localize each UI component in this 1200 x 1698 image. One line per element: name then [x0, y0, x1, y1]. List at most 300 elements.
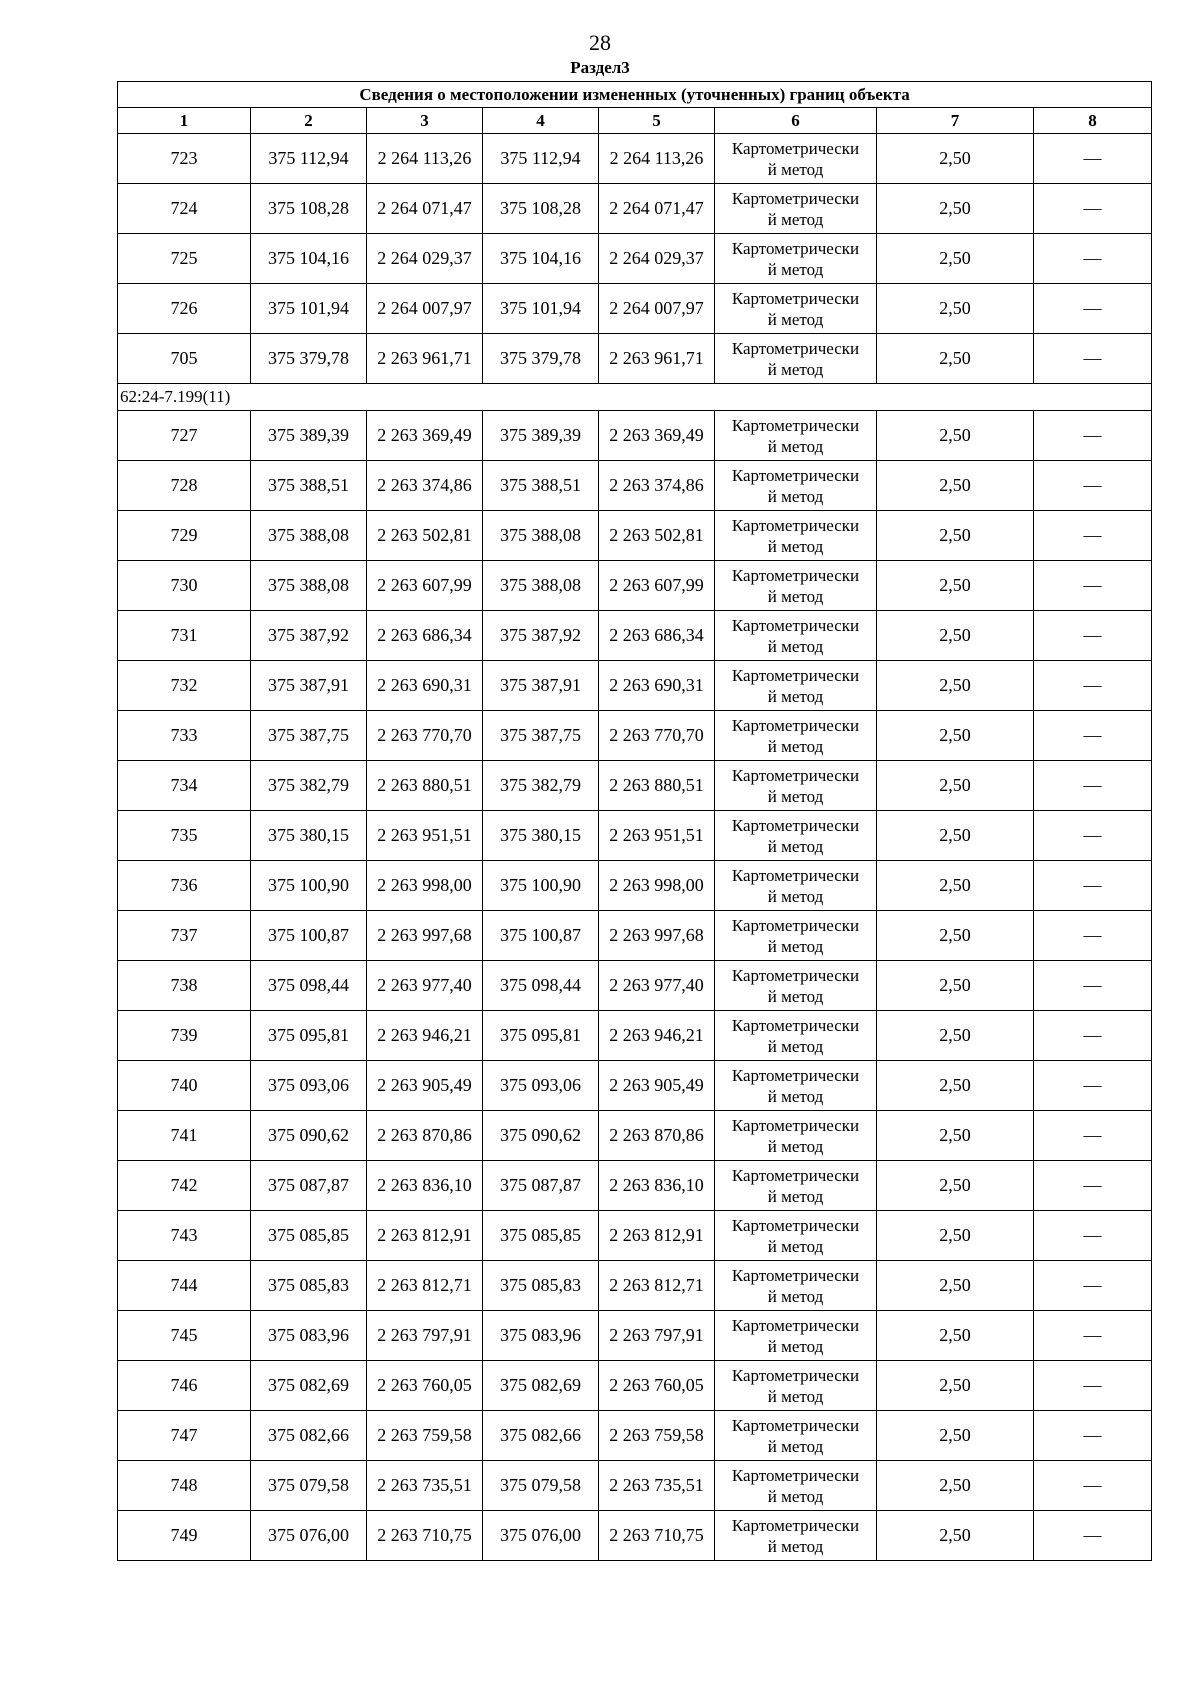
point-number: 745: [118, 1311, 251, 1361]
column-number-8: 8: [1034, 108, 1152, 134]
x-existing: 375 380,15: [251, 811, 367, 861]
method-line-1: Картометрически: [731, 665, 860, 685]
method-cell: [715, 711, 877, 761]
method-line-1: Картометрически: [731, 238, 860, 258]
point-number: 740: [118, 1061, 251, 1111]
method-line-1: Картометрически: [731, 1215, 860, 1235]
method-line-2: й метод: [767, 1236, 824, 1256]
x-existing: 375 085,83: [251, 1261, 367, 1311]
section-title: Раздел3: [570, 58, 630, 77]
y-existing: 2 263 374,86: [367, 461, 483, 511]
point-number: 749: [118, 1511, 251, 1561]
method-line-2: й метод: [767, 986, 824, 1006]
method-cell: [715, 611, 877, 661]
y-refined: 2 263 946,21: [599, 1011, 715, 1061]
y-existing: 2 263 812,71: [367, 1261, 483, 1311]
column-number-5: 5: [599, 108, 715, 134]
method-line-2: й метод: [767, 436, 824, 456]
accuracy: 2,50: [877, 1061, 1034, 1111]
point-number: 742: [118, 1161, 251, 1211]
y-refined: 2 264 113,26: [599, 134, 715, 184]
point-number: 746: [118, 1361, 251, 1411]
y-refined: 2 263 686,34: [599, 611, 715, 661]
y-existing: 2 263 735,51: [367, 1461, 483, 1511]
y-existing: 2 264 007,97: [367, 284, 483, 334]
method-line-2: й метод: [767, 486, 824, 506]
method-cell: [715, 1311, 877, 1361]
point-number: 744: [118, 1261, 251, 1311]
point-number: 730: [118, 561, 251, 611]
x-refined: 375 388,08: [483, 511, 599, 561]
point-number: 739: [118, 1011, 251, 1061]
method-line-2: й метод: [767, 686, 824, 706]
note-dash: —: [1034, 961, 1152, 1011]
table-row: [118, 461, 1152, 511]
table-row: [118, 661, 1152, 711]
accuracy: 2,50: [877, 234, 1034, 284]
accuracy: 2,50: [877, 461, 1034, 511]
method-cell: [715, 1111, 877, 1161]
method-cell: [715, 184, 877, 234]
note-dash: —: [1034, 1061, 1152, 1111]
method-cell: [715, 811, 877, 861]
x-existing: 375 076,00: [251, 1511, 367, 1561]
boundary-coordinates-table: [117, 81, 1152, 1561]
x-existing: 375 085,85: [251, 1211, 367, 1261]
column-number-1: 1: [118, 108, 251, 134]
method-line-2: й метод: [767, 1386, 824, 1406]
y-refined: 2 263 760,05: [599, 1361, 715, 1411]
method-line-1: Картометрически: [731, 515, 860, 535]
x-refined: 375 387,91: [483, 661, 599, 711]
y-existing: 2 263 977,40: [367, 961, 483, 1011]
note-dash: —: [1034, 1461, 1152, 1511]
note-dash: —: [1034, 1111, 1152, 1161]
method-cell: [715, 761, 877, 811]
note-dash: —: [1034, 234, 1152, 284]
method-cell: [715, 1011, 877, 1061]
method-line-2: й метод: [767, 209, 824, 229]
method-cell: [715, 1461, 877, 1511]
method-line-2: й метод: [767, 1086, 824, 1106]
table-row: [118, 284, 1152, 334]
y-refined: 2 264 007,97: [599, 284, 715, 334]
column-number-7: 7: [877, 108, 1034, 134]
table-row: [118, 1511, 1152, 1561]
method-line-2: й метод: [767, 1286, 824, 1306]
x-existing: 375 100,90: [251, 861, 367, 911]
y-existing: 2 263 369,49: [367, 411, 483, 461]
x-refined: 375 379,78: [483, 334, 599, 384]
method-line-1: Картометрически: [731, 765, 860, 785]
x-refined: 375 085,85: [483, 1211, 599, 1261]
note-dash: —: [1034, 561, 1152, 611]
method-line-2: й метод: [767, 359, 824, 379]
table-row: [118, 711, 1152, 761]
x-existing: 375 093,06: [251, 1061, 367, 1111]
accuracy: 2,50: [877, 1011, 1034, 1061]
x-existing: 375 101,94: [251, 284, 367, 334]
accuracy: 2,50: [877, 134, 1034, 184]
accuracy: 2,50: [877, 561, 1034, 611]
x-existing: 375 095,81: [251, 1011, 367, 1061]
method-cell: [715, 134, 877, 184]
method-line-1: Картометрически: [731, 188, 860, 208]
table-row: [118, 134, 1152, 184]
point-number: 737: [118, 911, 251, 961]
point-number: 727: [118, 411, 251, 461]
point-number: 748: [118, 1461, 251, 1511]
method-line-1: Картометрически: [731, 1515, 860, 1535]
point-number: 738: [118, 961, 251, 1011]
x-refined: 375 387,92: [483, 611, 599, 661]
method-line-2: й метод: [767, 259, 824, 279]
x-refined: 375 382,79: [483, 761, 599, 811]
method-line-1: Картометрически: [731, 565, 860, 585]
accuracy: 2,50: [877, 711, 1034, 761]
note-dash: —: [1034, 761, 1152, 811]
y-refined: 2 263 735,51: [599, 1461, 715, 1511]
table-row: [118, 961, 1152, 1011]
y-refined: 2 263 770,70: [599, 711, 715, 761]
table-row: [118, 1361, 1152, 1411]
accuracy: 2,50: [877, 661, 1034, 711]
note-dash: —: [1034, 1261, 1152, 1311]
note-dash: —: [1034, 1161, 1152, 1211]
note-dash: —: [1034, 661, 1152, 711]
x-existing: 375 083,96: [251, 1311, 367, 1361]
x-refined: 375 082,66: [483, 1411, 599, 1461]
method-cell: [715, 1261, 877, 1311]
x-refined: 375 083,96: [483, 1311, 599, 1361]
method-line-1: Картометрически: [731, 1265, 860, 1285]
y-existing: 2 263 759,58: [367, 1411, 483, 1461]
x-existing: 375 388,51: [251, 461, 367, 511]
note-dash: —: [1034, 1361, 1152, 1411]
method-cell: [715, 861, 877, 911]
point-number: 705: [118, 334, 251, 384]
y-existing: 2 263 951,51: [367, 811, 483, 861]
y-refined: 2 263 812,71: [599, 1261, 715, 1311]
y-existing: 2 263 961,71: [367, 334, 483, 384]
x-existing: 375 382,79: [251, 761, 367, 811]
x-refined: 375 112,94: [483, 134, 599, 184]
table-row: [118, 811, 1152, 861]
y-refined: 2 263 374,86: [599, 461, 715, 511]
y-refined: 2 264 071,47: [599, 184, 715, 234]
point-number: 741: [118, 1111, 251, 1161]
method-line-2: й метод: [767, 586, 824, 606]
note-dash: —: [1034, 1311, 1152, 1361]
accuracy: 2,50: [877, 411, 1034, 461]
method-line-2: й метод: [767, 1536, 824, 1556]
point-number: 728: [118, 461, 251, 511]
x-refined: 375 087,87: [483, 1161, 599, 1211]
x-existing: 375 112,94: [251, 134, 367, 184]
x-existing: 375 090,62: [251, 1111, 367, 1161]
accuracy: 2,50: [877, 1411, 1034, 1461]
method-cell: [715, 561, 877, 611]
note-dash: —: [1034, 611, 1152, 661]
table-row: [118, 1461, 1152, 1511]
column-number-row: [118, 108, 1152, 134]
method-line-1: Картометрически: [731, 288, 860, 308]
method-line-2: й метод: [767, 636, 824, 656]
x-refined: 375 076,00: [483, 1511, 599, 1561]
method-cell: [715, 1161, 877, 1211]
table-row: [118, 1411, 1152, 1461]
column-number-6: 6: [715, 108, 877, 134]
x-existing: 375 082,69: [251, 1361, 367, 1411]
y-existing: 2 263 812,91: [367, 1211, 483, 1261]
x-refined: 375 100,87: [483, 911, 599, 961]
accuracy: 2,50: [877, 1461, 1034, 1511]
column-number-3: 3: [367, 108, 483, 134]
x-refined: 375 095,81: [483, 1011, 599, 1061]
method-line-2: й метод: [767, 309, 824, 329]
accuracy: 2,50: [877, 1111, 1034, 1161]
accuracy: 2,50: [877, 911, 1034, 961]
method-line-1: Картометрически: [731, 415, 860, 435]
y-refined: 2 263 951,51: [599, 811, 715, 861]
x-existing: 375 079,58: [251, 1461, 367, 1511]
point-number: 743: [118, 1211, 251, 1261]
table-row: [118, 1261, 1152, 1311]
table-row: [118, 911, 1152, 961]
x-existing: 375 387,92: [251, 611, 367, 661]
note-dash: —: [1034, 411, 1152, 461]
point-number: 733: [118, 711, 251, 761]
point-number: 726: [118, 284, 251, 334]
y-refined: 2 263 502,81: [599, 511, 715, 561]
method-line-1: Картометрически: [731, 1365, 860, 1385]
x-existing: 375 388,08: [251, 561, 367, 611]
accuracy: 2,50: [877, 184, 1034, 234]
y-existing: 2 263 710,75: [367, 1511, 483, 1561]
y-refined: 2 263 905,49: [599, 1061, 715, 1111]
accuracy: 2,50: [877, 611, 1034, 661]
method-line-1: Картометрически: [731, 1415, 860, 1435]
x-refined: 375 085,83: [483, 1261, 599, 1311]
table-row: [118, 184, 1152, 234]
point-number: 734: [118, 761, 251, 811]
accuracy: 2,50: [877, 1361, 1034, 1411]
accuracy: 2,50: [877, 1261, 1034, 1311]
y-existing: 2 263 760,05: [367, 1361, 483, 1411]
x-existing: 375 104,16: [251, 234, 367, 284]
method-line-1: Картометрически: [731, 338, 860, 358]
accuracy: 2,50: [877, 961, 1034, 1011]
y-refined: 2 263 961,71: [599, 334, 715, 384]
accuracy: 2,50: [877, 334, 1034, 384]
accuracy: 2,50: [877, 1211, 1034, 1261]
y-refined: 2 263 690,31: [599, 661, 715, 711]
point-number: 736: [118, 861, 251, 911]
table-body-after-group: [118, 411, 1152, 1561]
y-refined: 2 263 759,58: [599, 1411, 715, 1461]
y-refined: 2 263 997,68: [599, 911, 715, 961]
method-line-1: Картометрически: [731, 615, 860, 635]
method-line-1: Картометрически: [731, 715, 860, 735]
x-existing: 375 098,44: [251, 961, 367, 1011]
x-refined: 375 387,75: [483, 711, 599, 761]
method-line-2: й метод: [767, 1136, 824, 1156]
table-row: [118, 411, 1152, 461]
x-existing: 375 082,66: [251, 1411, 367, 1461]
method-line-2: й метод: [767, 786, 824, 806]
x-refined: 375 388,51: [483, 461, 599, 511]
x-existing: 375 108,28: [251, 184, 367, 234]
method-line-2: й метод: [767, 1486, 824, 1506]
point-number: 724: [118, 184, 251, 234]
method-line-2: й метод: [767, 1036, 824, 1056]
note-dash: —: [1034, 184, 1152, 234]
accuracy: 2,50: [877, 284, 1034, 334]
x-refined: 375 108,28: [483, 184, 599, 234]
x-refined: 375 090,62: [483, 1111, 599, 1161]
y-refined: 2 263 812,91: [599, 1211, 715, 1261]
table-row: [118, 1011, 1152, 1061]
table-caption: Сведения о местоположении измененных (уточненных) границ объекта: [118, 82, 1152, 108]
note-dash: —: [1034, 1011, 1152, 1061]
point-number: 725: [118, 234, 251, 284]
point-number: 729: [118, 511, 251, 561]
note-dash: —: [1034, 134, 1152, 184]
point-number: 735: [118, 811, 251, 861]
note-dash: —: [1034, 1411, 1152, 1461]
y-refined: 2 263 836,10: [599, 1161, 715, 1211]
method-cell: [715, 461, 877, 511]
y-existing: 2 263 770,70: [367, 711, 483, 761]
y-existing: 2 263 686,34: [367, 611, 483, 661]
table-row: [118, 1161, 1152, 1211]
accuracy: 2,50: [877, 1511, 1034, 1561]
point-number: 747: [118, 1411, 251, 1461]
y-refined: 2 263 998,00: [599, 861, 715, 911]
x-existing: 375 100,87: [251, 911, 367, 961]
method-line-2: й метод: [767, 1186, 824, 1206]
table-row: [118, 1111, 1152, 1161]
point-number: 731: [118, 611, 251, 661]
method-line-1: Картометрически: [731, 138, 860, 158]
table-row: [118, 861, 1152, 911]
y-refined: 2 263 607,99: [599, 561, 715, 611]
method-line-2: й метод: [767, 1436, 824, 1456]
y-existing: 2 263 998,00: [367, 861, 483, 911]
accuracy: 2,50: [877, 511, 1034, 561]
method-line-1: Картометрически: [731, 865, 860, 885]
method-line-1: Картометрически: [731, 1165, 860, 1185]
method-cell: [715, 234, 877, 284]
method-cell: [715, 1211, 877, 1261]
method-line-2: й метод: [767, 736, 824, 756]
group-section: [118, 384, 1152, 411]
point-number: 723: [118, 134, 251, 184]
y-existing: 2 264 113,26: [367, 134, 483, 184]
accuracy: 2,50: [877, 761, 1034, 811]
method-cell: [715, 411, 877, 461]
x-refined: 375 380,15: [483, 811, 599, 861]
y-existing: 2 263 997,68: [367, 911, 483, 961]
y-refined: 2 263 797,91: [599, 1311, 715, 1361]
table-row: [118, 611, 1152, 661]
method-line-1: Картометрически: [731, 915, 860, 935]
y-existing: 2 263 870,86: [367, 1111, 483, 1161]
method-cell: [715, 1361, 877, 1411]
y-existing: 2 263 880,51: [367, 761, 483, 811]
method-line-2: й метод: [767, 159, 824, 179]
method-line-1: Картометрически: [731, 1065, 860, 1085]
x-refined: 375 098,44: [483, 961, 599, 1011]
table-row: [118, 561, 1152, 611]
note-dash: —: [1034, 1211, 1152, 1261]
method-line-1: Картометрически: [731, 1465, 860, 1485]
x-existing: 375 387,75: [251, 711, 367, 761]
x-existing: 375 087,87: [251, 1161, 367, 1211]
accuracy: 2,50: [877, 861, 1034, 911]
x-existing: 375 387,91: [251, 661, 367, 711]
y-existing: 2 263 502,81: [367, 511, 483, 561]
column-number-2: 2: [251, 108, 367, 134]
y-existing: 2 263 836,10: [367, 1161, 483, 1211]
note-dash: —: [1034, 811, 1152, 861]
method-line-1: Картометрически: [731, 1315, 860, 1335]
method-line-1: Картометрически: [731, 1015, 860, 1035]
table-row: [118, 234, 1152, 284]
x-existing: 375 389,39: [251, 411, 367, 461]
table-row: [118, 1211, 1152, 1261]
method-cell: [715, 1061, 877, 1111]
table-row: [118, 1311, 1152, 1361]
accuracy: 2,50: [877, 1311, 1034, 1361]
table-row: [118, 334, 1152, 384]
x-refined: 375 100,90: [483, 861, 599, 911]
y-refined: 2 263 977,40: [599, 961, 715, 1011]
method-line-1: Картометрически: [731, 1115, 860, 1135]
accuracy: 2,50: [877, 811, 1034, 861]
table-row: [118, 511, 1152, 561]
method-line-2: й метод: [767, 836, 824, 856]
y-existing: 2 263 607,99: [367, 561, 483, 611]
method-cell: [715, 1411, 877, 1461]
group-label: 62:24-7.199(11): [118, 384, 1152, 411]
method-line-2: й метод: [767, 886, 824, 906]
note-dash: —: [1034, 861, 1152, 911]
x-refined: 375 104,16: [483, 234, 599, 284]
y-refined: 2 264 029,37: [599, 234, 715, 284]
y-refined: 2 263 369,49: [599, 411, 715, 461]
note-dash: —: [1034, 284, 1152, 334]
accuracy: 2,50: [877, 1161, 1034, 1211]
y-existing: 2 263 905,49: [367, 1061, 483, 1111]
y-refined: 2 263 710,75: [599, 1511, 715, 1561]
method-cell: [715, 961, 877, 1011]
table-body-before-group: [118, 134, 1152, 384]
note-dash: —: [1034, 334, 1152, 384]
note-dash: —: [1034, 511, 1152, 561]
method-line-2: й метод: [767, 536, 824, 556]
x-refined: 375 101,94: [483, 284, 599, 334]
y-existing: 2 264 029,37: [367, 234, 483, 284]
method-line-1: Картометрически: [731, 465, 860, 485]
x-refined: 375 082,69: [483, 1361, 599, 1411]
x-refined: 375 079,58: [483, 1461, 599, 1511]
table-row: [118, 761, 1152, 811]
y-existing: 2 264 071,47: [367, 184, 483, 234]
method-line-1: Картометрически: [731, 965, 860, 985]
method-line-2: й метод: [767, 1336, 824, 1356]
note-dash: —: [1034, 461, 1152, 511]
